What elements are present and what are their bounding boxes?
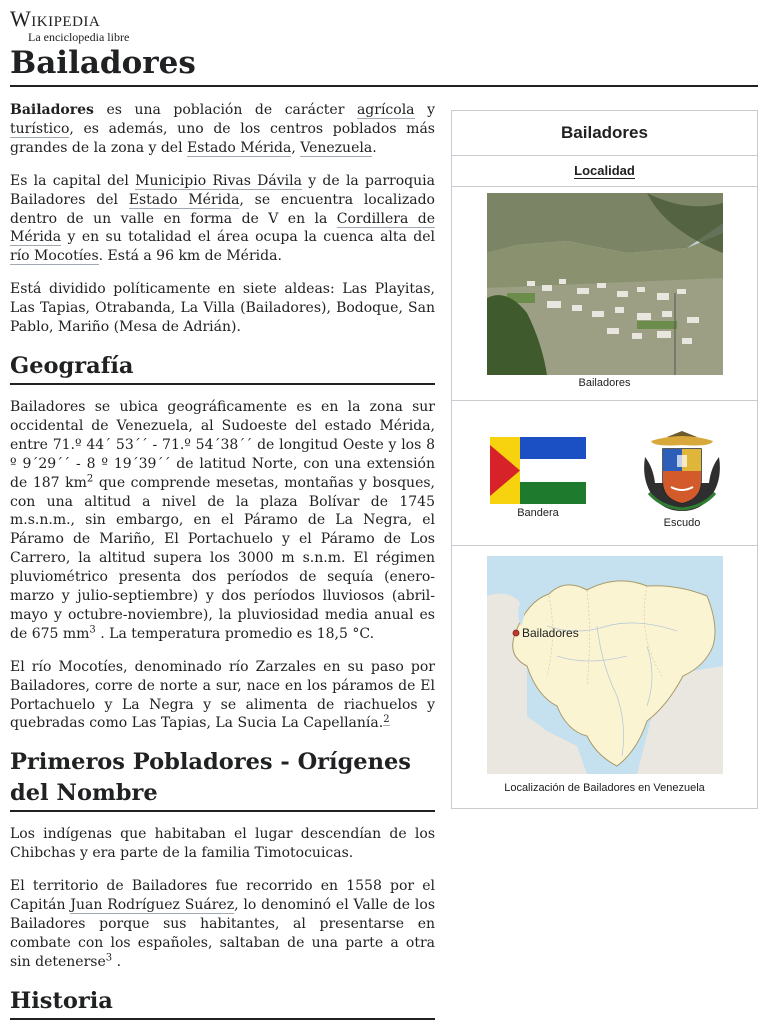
flag-image[interactable] bbox=[490, 437, 586, 504]
wikipedia-wordmark[interactable]: Wikipedia bbox=[10, 6, 101, 31]
site-header bbox=[10, 8, 129, 44]
page-title: Bailadores bbox=[10, 45, 196, 81]
infobox bbox=[451, 110, 758, 809]
infobox-map-row bbox=[452, 546, 757, 810]
link-localidad[interactable]: Localidad bbox=[574, 163, 635, 178]
infobox-subtitle bbox=[452, 156, 757, 187]
pobladores-paragraph-2: El territorio de Bailadores fue recorrido en 1558 por el Capitán Juan Rodríguez Suárez, lo denominó el Valle de los Bailadores porque sus habitantes, al presentarse en combate con los españoles, saltaban de una parte a otra sin detenerse$^3$ . bbox=[10, 878, 435, 970]
reference-2[interactable]: 2 bbox=[383, 713, 390, 725]
reference-3-b[interactable]: 3 bbox=[105, 952, 113, 964]
intro-paragraph-1: Bailadores es una población de carácter agrícola y turístico, es además, uno de los centros poblados más grandes de la zona y del Estado Mérida, Venezuela. bbox=[10, 102, 435, 156]
town-photo[interactable] bbox=[487, 193, 723, 375]
intro-paragraph-2: Es la capital del Municipio Rivas Dávila y de la parroquia Bailadores del Estado Mérida, se encuentra localizado dentro de un valle en forma de V en la Cordillera de Mérida y en su totalidad el área ocupa la cuenca alta del río Mocotíes. Está a 96 km de Mérida. bbox=[10, 172, 436, 265]
section-heading-geografia: Geografía bbox=[10, 351, 435, 385]
intro-paragraph-3: Está dividido políticamente en siete aldeas: Las Playitas, Las Tapias, Otrabanda, La Villa (Bailadores), Bodoque, San Pablo, Mariño (Mesa de Adrián). bbox=[10, 281, 435, 336]
coat-caption: Escudo bbox=[663, 517, 701, 529]
geografia-paragraph-2: El río Mocotíes, denominado río Zarzales en su paso por Bailadores, corre de norte a sur, nace en los páramos de El Portachuelo y La Negra y se alimenta de riachuelos y quebradas como Las Tapias, La Sucia La Capellanía.$^2$ bbox=[10, 658, 435, 732]
location-map[interactable] bbox=[487, 556, 723, 774]
map-caption: Localización de Bailadores en Venezuela bbox=[504, 782, 705, 794]
reference-3[interactable]: 3 bbox=[89, 624, 96, 636]
infobox-symbols-row bbox=[452, 401, 757, 546]
link-cordillera-de-merida[interactable]: Cordillera de Mérida bbox=[10, 210, 436, 246]
section-heading-pobladores: Primeros Pobladores - Orígenes del Nombre bbox=[10, 747, 435, 812]
link-turistico[interactable]: turístico bbox=[10, 120, 70, 137]
link-agricola[interactable]: agrícola bbox=[356, 102, 415, 118]
infobox-photo-row bbox=[452, 187, 757, 401]
link-estado-merida-2[interactable]: Estado Mérida bbox=[128, 191, 240, 208]
section-heading-historia: Historia bbox=[10, 986, 435, 1020]
geografia-paragraph-1: Bailadores se ubica geográficamente es en la zona sur occidental de Venezuela, al Sudoeste del estado Mérida, entre 71.º 44´ 53´´ - 71.º 54´38´´ de longitud Oeste y los 8 º 9´29´´ - 8 º 19´39´´ de latitud Norte, con una extensión de 187 $km^2$ que comprende mesetas, montañas y bosques, con una altitud a nivel de la plaza Bolívar de 1745 m.s.n.m., sin embargo, en el Páramo de La Negra, el Páramo de Mariño, El Portachuelo y el Páramo de Los Carrero, la altitud supera los 3000 m s.n.m. El régimen pluviométrico presenta dos períodos de sequía (enero-marzo y julio-septiembre) y dos períodos lluviosos (abril-mayo y octubre-noviembre), la pluviosidad media anual es de 675 $mm^3$ . La temperatura promedio es 18,5 °C. bbox=[10, 398, 435, 642]
wikipedia-tagline: La enciclopedia libre bbox=[28, 30, 130, 44]
map-location-label: Bailadores bbox=[522, 626, 579, 640]
link-venezuela[interactable]: Venezuela bbox=[300, 139, 373, 156]
link-municipio-rivas-davila[interactable]: Municipio Rivas Dávila bbox=[135, 172, 302, 189]
photo-caption: Bailadores bbox=[578, 377, 631, 389]
superscript-km2: 2 bbox=[86, 472, 94, 484]
link-estado-merida[interactable]: Estado Mérida bbox=[187, 139, 292, 156]
infobox-title: Bailadores bbox=[452, 111, 757, 156]
article-body bbox=[10, 101, 435, 1033]
link-juan-rodriguez-suarez[interactable]: Juan Rodríguez Suárez bbox=[70, 897, 235, 914]
lead-term: Bailadores bbox=[10, 102, 94, 118]
link-rio-mocoties[interactable]: río Mocotíes bbox=[10, 248, 99, 265]
coat-of-arms-image[interactable] bbox=[641, 427, 723, 513]
flag-caption: Bandera bbox=[517, 507, 559, 519]
pobladores-paragraph-1: Los indígenas que habitaban el lugar descendían de los Chibchas y era parte de la familia Timotocuicas. bbox=[10, 826, 435, 862]
title-divider bbox=[10, 85, 758, 87]
